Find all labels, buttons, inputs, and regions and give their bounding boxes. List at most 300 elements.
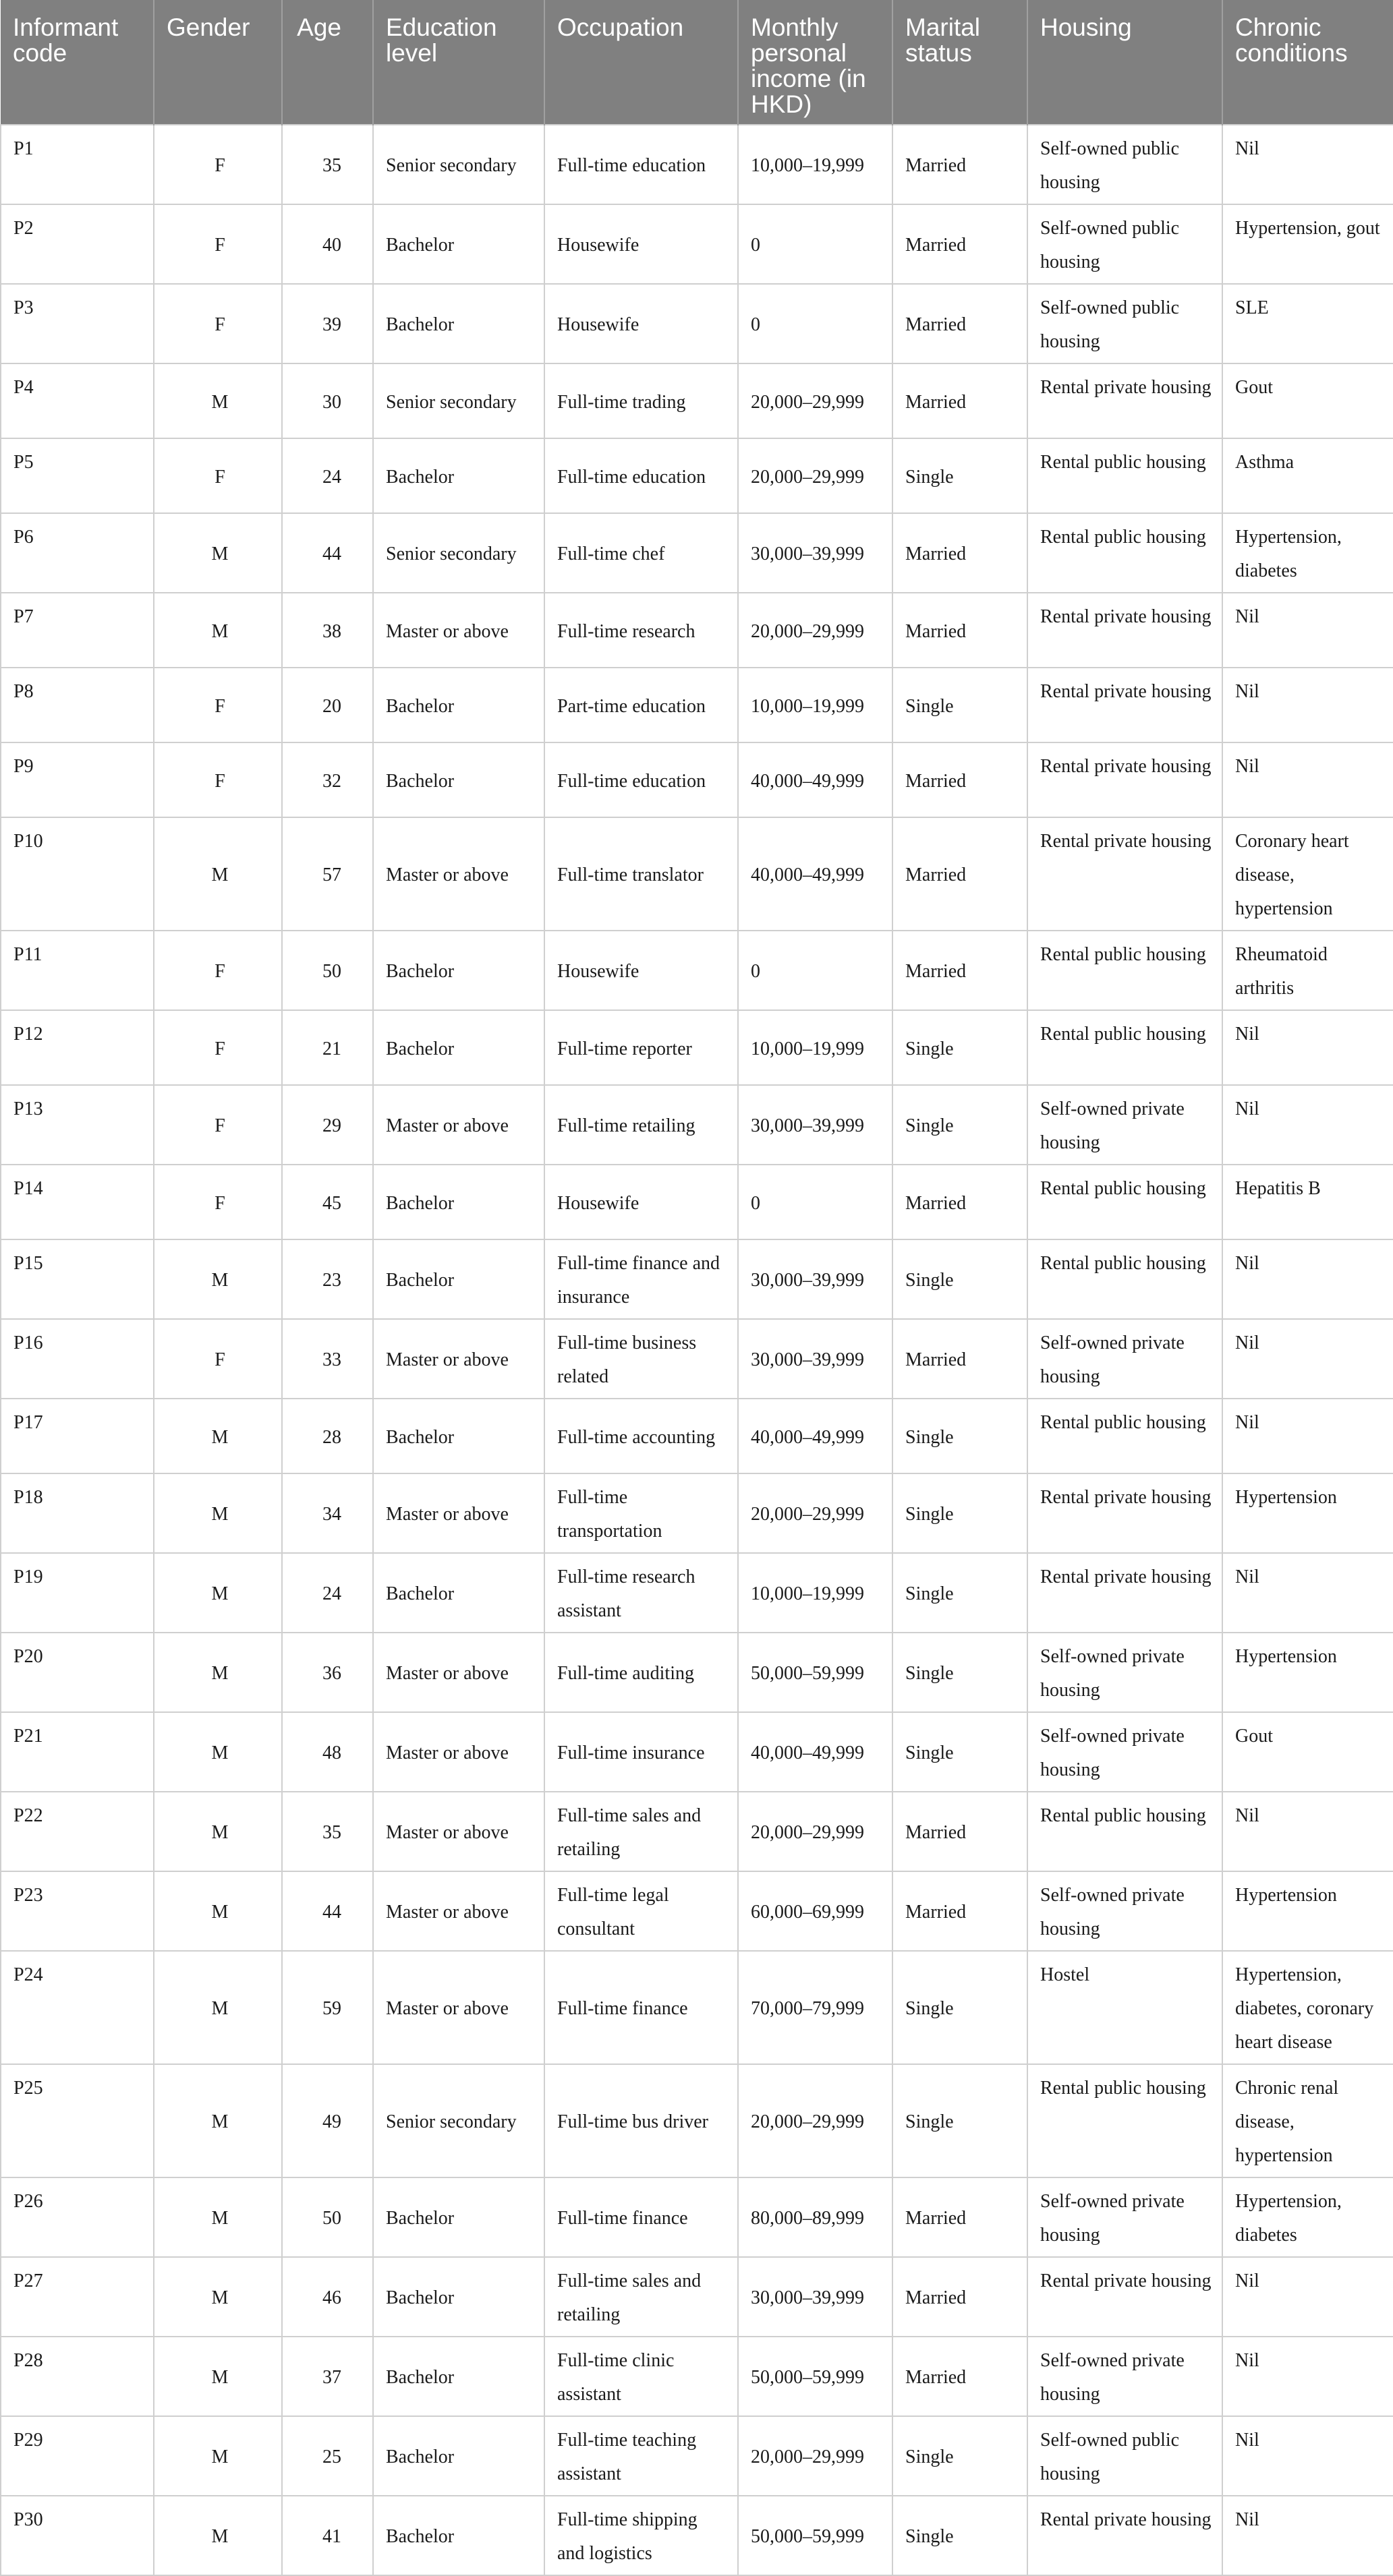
header-marital-status: Marital status	[892, 0, 1027, 125]
header-chronic-conditions: Chronic conditions	[1222, 0, 1393, 125]
informant-code-cell: P2	[1, 204, 154, 284]
informant-code-cell: P28	[1, 2337, 154, 2416]
housing-cell: Rental public housing	[1027, 1239, 1222, 1319]
informant-code-cell: P15	[1, 1239, 154, 1319]
informant-code-cell: P30	[1, 2496, 154, 2575]
education-cell: Bachelor	[373, 204, 544, 284]
table-row	[1, 1473, 1393, 1553]
occupation-cell: Housewife	[544, 1165, 738, 1239]
informant-code-cell: P11	[1, 931, 154, 1010]
table-row	[1, 1085, 1393, 1165]
income-cell: 0	[738, 931, 892, 1010]
header-informant-code: Informant code	[1, 0, 154, 125]
occupation-cell: Full-time education	[544, 438, 738, 513]
chronic-conditions-cell: Hypertension	[1222, 1633, 1393, 1712]
chronic-conditions-cell: Nil	[1222, 1010, 1393, 1085]
gender-cell: M	[154, 1553, 282, 1633]
age-cell: 28	[282, 1399, 373, 1473]
chronic-conditions-cell: Nil	[1222, 1239, 1393, 1319]
marital-status-cell: Single	[892, 1010, 1027, 1085]
housing-cell: Self-owned public housing	[1027, 125, 1222, 204]
education-cell: Master or above	[373, 1085, 544, 1165]
occupation-cell: Full-time accounting	[544, 1399, 738, 1473]
informant-code-cell: P29	[1, 2416, 154, 2496]
age-cell: 35	[282, 125, 373, 204]
education-cell: Senior secondary	[373, 363, 544, 438]
table-row	[1, 125, 1393, 204]
gender-cell: M	[154, 2337, 282, 2416]
marital-status-cell: Married	[892, 2257, 1027, 2337]
age-cell: 36	[282, 1633, 373, 1712]
housing-cell: Self-owned private housing	[1027, 2337, 1222, 2416]
income-cell: 10,000–19,999	[738, 668, 892, 742]
gender-cell: F	[154, 931, 282, 1010]
housing-cell: Self-owned private housing	[1027, 1085, 1222, 1165]
education-cell: Bachelor	[373, 2257, 544, 2337]
income-cell: 30,000–39,999	[738, 513, 892, 593]
table-row	[1, 284, 1393, 363]
table-row	[1, 1319, 1393, 1399]
gender-cell: M	[154, 363, 282, 438]
gender-cell: M	[154, 2416, 282, 2496]
gender-cell: F	[154, 668, 282, 742]
occupation-cell: Full-time trading	[544, 363, 738, 438]
income-cell: 10,000–19,999	[738, 1010, 892, 1085]
marital-status-cell: Single	[892, 1633, 1027, 1712]
education-cell: Bachelor	[373, 284, 544, 363]
chronic-conditions-cell: Nil	[1222, 2416, 1393, 2496]
age-cell: 35	[282, 1792, 373, 1871]
education-cell: Bachelor	[373, 931, 544, 1010]
marital-status-cell: Single	[892, 1553, 1027, 1633]
marital-status-cell: Married	[892, 125, 1027, 204]
chronic-conditions-cell: Nil	[1222, 1553, 1393, 1633]
income-cell: 20,000–29,999	[738, 438, 892, 513]
table-row	[1, 1165, 1393, 1239]
table-row	[1, 363, 1393, 438]
header-occupation: Occupation	[544, 0, 738, 125]
informant-code-cell: P9	[1, 742, 154, 817]
education-cell: Senior secondary	[373, 2064, 544, 2177]
gender-cell: F	[154, 742, 282, 817]
income-cell: 20,000–29,999	[738, 363, 892, 438]
income-cell: 0	[738, 284, 892, 363]
chronic-conditions-cell: Hepatitis B	[1222, 1165, 1393, 1239]
occupation-cell: Full-time retailing	[544, 1085, 738, 1165]
housing-cell: Self-owned private housing	[1027, 1319, 1222, 1399]
occupation-cell: Full-time translator	[544, 817, 738, 931]
marital-status-cell: Married	[892, 742, 1027, 817]
chronic-conditions-cell: Nil	[1222, 125, 1393, 204]
education-cell: Bachelor	[373, 1165, 544, 1239]
gender-cell: F	[154, 204, 282, 284]
informant-code-cell: P24	[1, 1951, 154, 2064]
header-housing: Housing	[1027, 0, 1222, 125]
gender-cell: F	[154, 284, 282, 363]
chronic-conditions-cell: Nil	[1222, 2337, 1393, 2416]
income-cell: 40,000–49,999	[738, 817, 892, 931]
chronic-conditions-cell: Hypertension	[1222, 1473, 1393, 1553]
education-cell: Bachelor	[373, 1553, 544, 1633]
chronic-conditions-cell: Nil	[1222, 1085, 1393, 1165]
marital-status-cell: Single	[892, 2064, 1027, 2177]
table-row	[1, 2257, 1393, 2337]
informant-code-cell: P13	[1, 1085, 154, 1165]
age-cell: 24	[282, 438, 373, 513]
age-cell: 45	[282, 1165, 373, 1239]
education-cell: Bachelor	[373, 742, 544, 817]
age-cell: 50	[282, 2177, 373, 2257]
housing-cell: Rental public housing	[1027, 1010, 1222, 1085]
informant-code-cell: P19	[1, 1553, 154, 1633]
income-cell: 20,000–29,999	[738, 1473, 892, 1553]
income-cell: 20,000–29,999	[738, 1792, 892, 1871]
marital-status-cell: Married	[892, 1319, 1027, 1399]
income-cell: 20,000–29,999	[738, 593, 892, 668]
age-cell: 44	[282, 513, 373, 593]
table-row	[1, 2416, 1393, 2496]
housing-cell: Rental public housing	[1027, 1399, 1222, 1473]
marital-status-cell: Married	[892, 513, 1027, 593]
education-cell: Master or above	[373, 1712, 544, 1792]
gender-cell: F	[154, 1165, 282, 1239]
occupation-cell: Full-time bus driver	[544, 2064, 738, 2177]
chronic-conditions-cell: Hypertension, gout	[1222, 204, 1393, 284]
income-cell: 0	[738, 204, 892, 284]
chronic-conditions-cell: Nil	[1222, 1319, 1393, 1399]
age-cell: 21	[282, 1010, 373, 1085]
housing-cell: Rental public housing	[1027, 438, 1222, 513]
education-cell: Master or above	[373, 1633, 544, 1712]
age-cell: 33	[282, 1319, 373, 1399]
gender-cell: M	[154, 593, 282, 668]
income-cell: 30,000–39,999	[738, 1085, 892, 1165]
gender-cell: M	[154, 2177, 282, 2257]
occupation-cell: Full-time education	[544, 125, 738, 204]
income-cell: 30,000–39,999	[738, 1239, 892, 1319]
table-row	[1, 1712, 1393, 1792]
table-row	[1, 1951, 1393, 2064]
income-cell: 10,000–19,999	[738, 125, 892, 204]
marital-status-cell: Single	[892, 1473, 1027, 1553]
occupation-cell: Full-time education	[544, 742, 738, 817]
gender-cell: M	[154, 1633, 282, 1712]
table-row	[1, 1792, 1393, 1871]
income-cell: 40,000–49,999	[738, 1712, 892, 1792]
occupation-cell: Full-time insurance	[544, 1712, 738, 1792]
informant-code-cell: P14	[1, 1165, 154, 1239]
education-cell: Master or above	[373, 593, 544, 668]
occupation-cell: Part-time education	[544, 668, 738, 742]
table-body	[1, 125, 1393, 2575]
gender-cell: M	[154, 1239, 282, 1319]
informant-code-cell: P10	[1, 817, 154, 931]
education-cell: Bachelor	[373, 1010, 544, 1085]
informant-code-cell: P18	[1, 1473, 154, 1553]
chronic-conditions-cell: Gout	[1222, 363, 1393, 438]
header-monthly-income: Monthly personal income (in HKD)	[738, 0, 892, 125]
housing-cell: Rental private housing	[1027, 817, 1222, 931]
chronic-conditions-cell: Nil	[1222, 593, 1393, 668]
education-cell: Master or above	[373, 1792, 544, 1871]
income-cell: 30,000–39,999	[738, 2257, 892, 2337]
chronic-conditions-cell: Hypertension, diabetes, coronary heart disease	[1222, 1951, 1393, 2064]
education-cell: Bachelor	[373, 1399, 544, 1473]
marital-status-cell: Married	[892, 2337, 1027, 2416]
gender-cell: M	[154, 513, 282, 593]
header-age: Age	[282, 0, 373, 125]
housing-cell: Self-owned private housing	[1027, 1712, 1222, 1792]
table-row	[1, 2064, 1393, 2177]
age-cell: 59	[282, 1951, 373, 2064]
marital-status-cell: Single	[892, 1085, 1027, 1165]
gender-cell: F	[154, 1010, 282, 1085]
marital-status-cell: Married	[892, 931, 1027, 1010]
chronic-conditions-cell: SLE	[1222, 284, 1393, 363]
income-cell: 40,000–49,999	[738, 742, 892, 817]
occupation-cell: Full-time shipping and logistics	[544, 2496, 738, 2575]
age-cell: 24	[282, 1553, 373, 1633]
table-row	[1, 1871, 1393, 1951]
income-cell: 50,000–59,999	[738, 2337, 892, 2416]
chronic-conditions-cell: Asthma	[1222, 438, 1393, 513]
gender-cell: F	[154, 1085, 282, 1165]
income-cell: 60,000–69,999	[738, 1871, 892, 1951]
housing-cell: Rental public housing	[1027, 2064, 1222, 2177]
housing-cell: Rental private housing	[1027, 742, 1222, 817]
age-cell: 41	[282, 2496, 373, 2575]
informant-code-cell: P25	[1, 2064, 154, 2177]
table-row	[1, 204, 1393, 284]
age-cell: 39	[282, 284, 373, 363]
age-cell: 57	[282, 817, 373, 931]
marital-status-cell: Married	[892, 1165, 1027, 1239]
income-cell: 0	[738, 1165, 892, 1239]
occupation-cell: Full-time finance and insurance	[544, 1239, 738, 1319]
gender-cell: F	[154, 125, 282, 204]
age-cell: 49	[282, 2064, 373, 2177]
occupation-cell: Full-time finance	[544, 2177, 738, 2257]
education-cell: Master or above	[373, 1319, 544, 1399]
marital-status-cell: Single	[892, 668, 1027, 742]
occupation-cell: Full-time sales and retailing	[544, 2257, 738, 2337]
table-row	[1, 742, 1393, 817]
chronic-conditions-cell: Hypertension	[1222, 1871, 1393, 1951]
marital-status-cell: Single	[892, 1951, 1027, 2064]
housing-cell: Rental private housing	[1027, 1473, 1222, 1553]
occupation-cell: Full-time research	[544, 593, 738, 668]
housing-cell: Rental private housing	[1027, 363, 1222, 438]
marital-status-cell: Single	[892, 1239, 1027, 1319]
chronic-conditions-cell: Nil	[1222, 1399, 1393, 1473]
gender-cell: M	[154, 1871, 282, 1951]
education-cell: Master or above	[373, 1951, 544, 2064]
marital-status-cell: Single	[892, 438, 1027, 513]
table-row	[1, 2177, 1393, 2257]
marital-status-cell: Single	[892, 1712, 1027, 1792]
informant-code-cell: P27	[1, 2257, 154, 2337]
age-cell: 48	[282, 1712, 373, 1792]
income-cell: 20,000–29,999	[738, 2064, 892, 2177]
housing-cell: Rental private housing	[1027, 2496, 1222, 2575]
informant-code-cell: P22	[1, 1792, 154, 1871]
housing-cell: Self-owned public housing	[1027, 2416, 1222, 2496]
income-cell: 80,000–89,999	[738, 2177, 892, 2257]
table-row	[1, 1399, 1393, 1473]
informant-code-cell: P16	[1, 1319, 154, 1399]
gender-cell: F	[154, 438, 282, 513]
housing-cell: Self-owned public housing	[1027, 284, 1222, 363]
age-cell: 44	[282, 1871, 373, 1951]
income-cell: 50,000–59,999	[738, 2496, 892, 2575]
occupation-cell: Full-time business related	[544, 1319, 738, 1399]
age-cell: 38	[282, 593, 373, 668]
chronic-conditions-cell: Coronary heart disease, hypertension	[1222, 817, 1393, 931]
housing-cell: Rental public housing	[1027, 1165, 1222, 1239]
chronic-conditions-cell: Nil	[1222, 668, 1393, 742]
occupation-cell: Housewife	[544, 204, 738, 284]
informant-code-cell: P8	[1, 668, 154, 742]
marital-status-cell: Married	[892, 593, 1027, 668]
education-cell: Senior secondary	[373, 513, 544, 593]
header-education-level: Education level	[373, 0, 544, 125]
occupation-cell: Full-time teaching assistant	[544, 2416, 738, 2496]
informant-code-cell: P7	[1, 593, 154, 668]
gender-cell: M	[154, 817, 282, 931]
occupation-cell: Full-time legal consultant	[544, 1871, 738, 1951]
marital-status-cell: Married	[892, 284, 1027, 363]
table-row	[1, 2337, 1393, 2416]
informant-code-cell: P17	[1, 1399, 154, 1473]
age-cell: 40	[282, 204, 373, 284]
table-row	[1, 438, 1393, 513]
occupation-cell: Full-time research assistant	[544, 1553, 738, 1633]
table-row	[1, 1010, 1393, 1085]
housing-cell: Self-owned private housing	[1027, 1633, 1222, 1712]
informant-code-cell: P1	[1, 125, 154, 204]
age-cell: 50	[282, 931, 373, 1010]
age-cell: 32	[282, 742, 373, 817]
housing-cell: Rental public housing	[1027, 513, 1222, 593]
chronic-conditions-cell: Chronic renal disease, hypertension	[1222, 2064, 1393, 2177]
housing-cell: Rental private housing	[1027, 593, 1222, 668]
table-row	[1, 1553, 1393, 1633]
gender-cell: M	[154, 1473, 282, 1553]
income-cell: 40,000–49,999	[738, 1399, 892, 1473]
header-gender: Gender	[154, 0, 282, 125]
occupation-cell: Full-time finance	[544, 1951, 738, 2064]
income-cell: 70,000–79,999	[738, 1951, 892, 2064]
age-cell: 46	[282, 2257, 373, 2337]
occupation-cell: Full-time clinic assistant	[544, 2337, 738, 2416]
education-cell: Bachelor	[373, 2177, 544, 2257]
income-cell: 20,000–29,999	[738, 2416, 892, 2496]
chronic-conditions-cell: Gout	[1222, 1712, 1393, 1792]
income-cell: 30,000–39,999	[738, 1319, 892, 1399]
housing-cell: Self-owned public housing	[1027, 204, 1222, 284]
chronic-conditions-cell: Hypertension, diabetes	[1222, 513, 1393, 593]
occupation-cell: Full-time transportation	[544, 1473, 738, 1553]
education-cell: Bachelor	[373, 2416, 544, 2496]
education-cell: Master or above	[373, 1473, 544, 1553]
chronic-conditions-cell: Hypertension, diabetes	[1222, 2177, 1393, 2257]
chronic-conditions-cell: Rheumatoid arthritis	[1222, 931, 1393, 1010]
table-row	[1, 1239, 1393, 1319]
informant-code-cell: P6	[1, 513, 154, 593]
informant-code-cell: P21	[1, 1712, 154, 1792]
gender-cell: M	[154, 2257, 282, 2337]
chronic-conditions-cell: Nil	[1222, 1792, 1393, 1871]
occupation-cell: Full-time auditing	[544, 1633, 738, 1712]
informant-code-cell: P20	[1, 1633, 154, 1712]
header-row	[1, 0, 1393, 125]
informant-code-cell: P5	[1, 438, 154, 513]
informant-code-cell: P26	[1, 2177, 154, 2257]
table-row	[1, 668, 1393, 742]
informant-code-cell: P23	[1, 1871, 154, 1951]
marital-status-cell: Single	[892, 2416, 1027, 2496]
informant-code-cell: P4	[1, 363, 154, 438]
marital-status-cell: Married	[892, 204, 1027, 284]
education-cell: Bachelor	[373, 668, 544, 742]
marital-status-cell: Married	[892, 817, 1027, 931]
marital-status-cell: Single	[892, 2496, 1027, 2575]
gender-cell: M	[154, 2496, 282, 2575]
gender-cell: M	[154, 1951, 282, 2064]
housing-cell: Rental private housing	[1027, 668, 1222, 742]
marital-status-cell: Married	[892, 363, 1027, 438]
marital-status-cell: Married	[892, 1792, 1027, 1871]
gender-cell: M	[154, 1712, 282, 1792]
income-cell: 50,000–59,999	[738, 1633, 892, 1712]
education-cell: Master or above	[373, 1871, 544, 1951]
marital-status-cell: Married	[892, 2177, 1027, 2257]
age-cell: 34	[282, 1473, 373, 1553]
income-cell: 10,000–19,999	[738, 1553, 892, 1633]
informant-code-cell: P12	[1, 1010, 154, 1085]
housing-cell: Rental private housing	[1027, 2257, 1222, 2337]
housing-cell: Self-owned private housing	[1027, 1871, 1222, 1951]
age-cell: 37	[282, 2337, 373, 2416]
education-cell: Bachelor	[373, 1239, 544, 1319]
age-cell: 23	[282, 1239, 373, 1319]
table-row	[1, 1633, 1393, 1712]
table-row	[1, 817, 1393, 931]
housing-cell: Rental public housing	[1027, 1792, 1222, 1871]
age-cell: 20	[282, 668, 373, 742]
marital-status-cell: Married	[892, 1871, 1027, 1951]
education-cell: Bachelor	[373, 438, 544, 513]
age-cell: 25	[282, 2416, 373, 2496]
table-header	[1, 0, 1393, 125]
occupation-cell: Full-time sales and retailing	[544, 1792, 738, 1871]
housing-cell: Rental public housing	[1027, 931, 1222, 1010]
chronic-conditions-cell: Nil	[1222, 2496, 1393, 2575]
chronic-conditions-cell: Nil	[1222, 742, 1393, 817]
table-row	[1, 2496, 1393, 2575]
gender-cell: M	[154, 1792, 282, 1871]
housing-cell: Rental private housing	[1027, 1553, 1222, 1633]
education-cell: Bachelor	[373, 2337, 544, 2416]
occupation-cell: Full-time chef	[544, 513, 738, 593]
occupation-cell: Housewife	[544, 931, 738, 1010]
gender-cell: F	[154, 1319, 282, 1399]
informant-code-cell: P3	[1, 284, 154, 363]
education-cell: Master or above	[373, 817, 544, 931]
table-row	[1, 931, 1393, 1010]
table-row	[1, 593, 1393, 668]
age-cell: 30	[282, 363, 373, 438]
